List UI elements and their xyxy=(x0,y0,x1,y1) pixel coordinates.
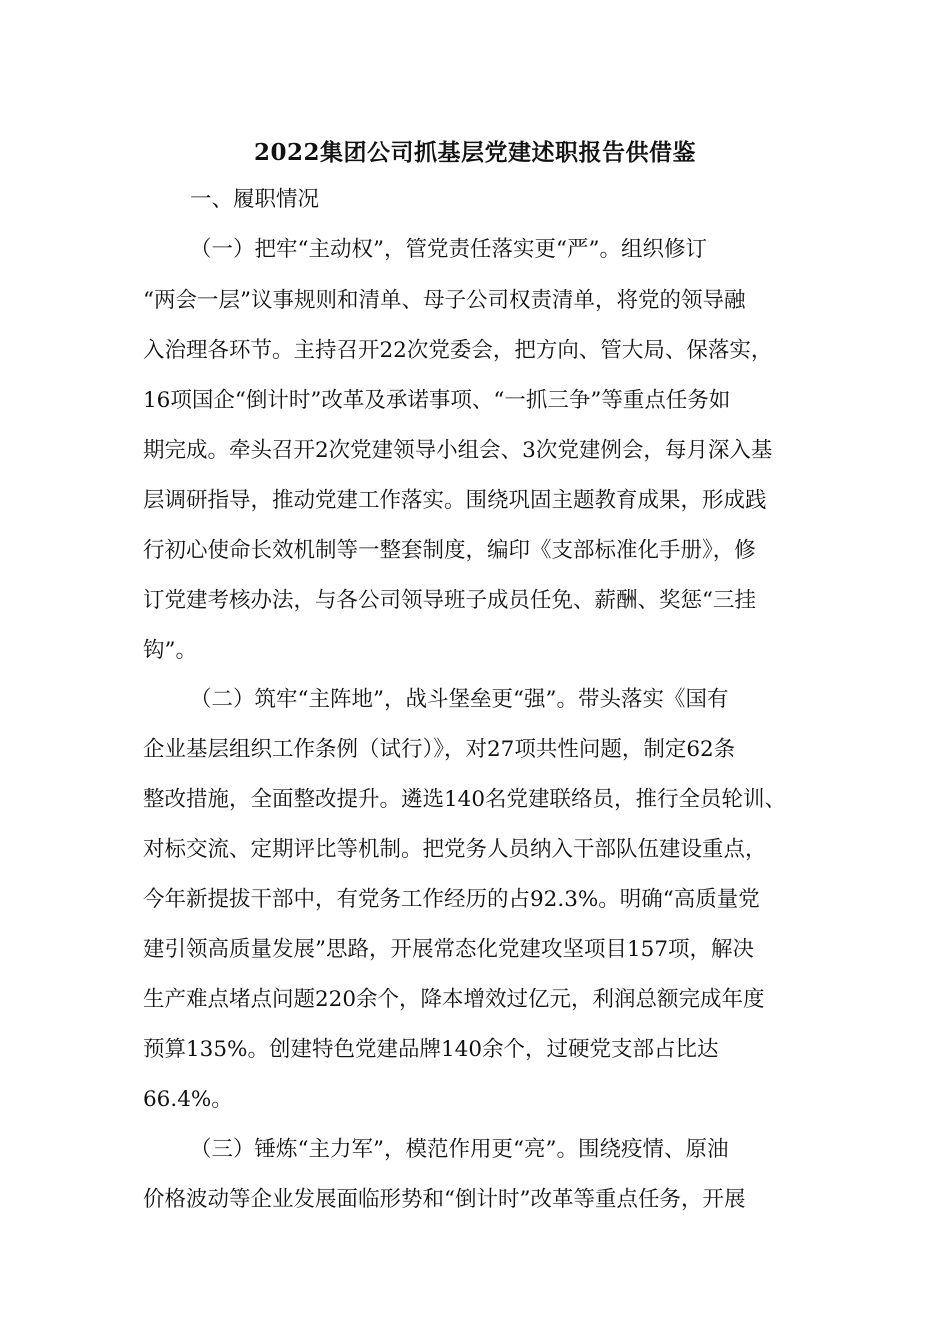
paragraph-line: （一）把牢“主动权”，管党责任落实更“严”。组织修订 xyxy=(190,237,707,262)
paragraph-line: “两会一层”议事规则和清单、母子公司权责清单，将党的领导融 xyxy=(143,288,746,313)
paragraph-line: 企业基层组织工作条例（试行）》，对27项共性问题，制定62条 xyxy=(143,737,736,762)
paragraph-line: 今年新提拔干部中，有党务工作经历的占92.3%。明确“高质量党 xyxy=(143,887,760,912)
paragraph-line: 订党建考核办法，与各公司领导班子成员任免、薪酬、奖惩“三挂 xyxy=(143,588,756,613)
paragraph-line: 价格波动等企业发展面临形势和“倒计时”改革等重点任务，开展 xyxy=(143,1187,746,1212)
paragraph-line: 预算135%。创建特色党建品牌140余个，过硬党支部占比达 xyxy=(143,1037,719,1062)
document-title: 2022集团公司抓基层党建述职报告供借鉴 xyxy=(253,139,696,166)
paragraph-line: 66.4%。 xyxy=(143,1087,233,1112)
paragraph-line: 对标交流、定期评比等机制。把党务人员纳入干部队伍建设重点， xyxy=(143,837,767,862)
paragraph-line: （三）锤炼“主力军”，模范作用更“亮”。围绕疫情、原油 xyxy=(190,1137,729,1162)
paragraph-line: 行初心使命长效机制等一整套制度，编印《支部标准化手册》，修 xyxy=(143,538,756,563)
paragraph-line: 建引领高质量发展”思路，开展常态化党建攻坚项目157项，解决 xyxy=(143,937,755,962)
paragraph-line: 层调研指导，推动党建工作落实。围绕巩固主题教育成果，形成践 xyxy=(143,488,767,513)
paragraph-line: 整改措施，全面整改提升。遴选140名党建联络员，推行全员轮训、 xyxy=(143,787,787,812)
paragraph-line: 16项国企“倒计时”改革及承诺事项、“一抓三争”等重点任务如 xyxy=(143,388,731,413)
paragraph-line: 生产难点堵点问题220余个，降本增效过亿元，利润总额完成年度 xyxy=(143,987,765,1012)
section-heading: 一、履职情况 xyxy=(190,187,320,212)
paragraph-line: 期完成。牵头召开2次党建领导小组会、3次党建例会，每月深入基 xyxy=(143,438,773,463)
paragraph-line: 入治理各环节。主持召开22次党委会，把方向、管大局、保落实， xyxy=(143,338,773,363)
paragraph-line: 钩”。 xyxy=(143,638,197,663)
paragraph-line: （二）筑牢“主阵地”，战斗堡垒更“强”。带头落实《国有 xyxy=(190,687,729,712)
